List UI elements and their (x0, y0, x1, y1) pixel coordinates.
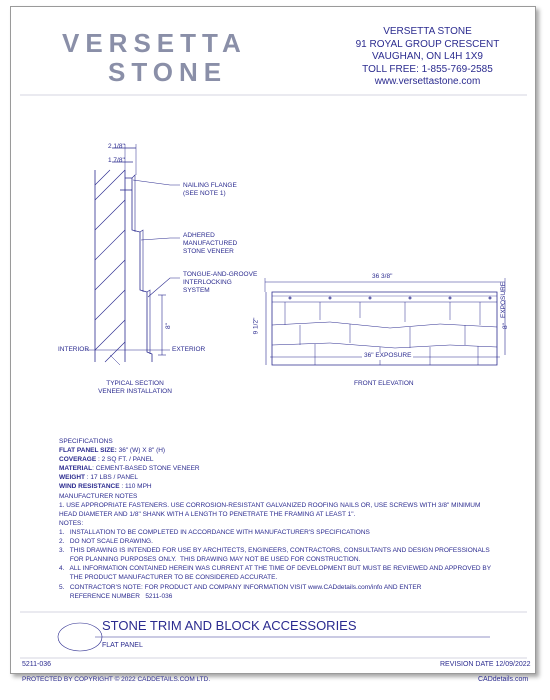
spec-value: : 110 MPH (119, 483, 152, 491)
label-interior: INTERIOR (58, 346, 90, 353)
caption-section-line-2: VENEER INSTALLATION (98, 388, 172, 395)
spec-row-coverage (59, 455, 491, 464)
callout-tongue-line-3: SYSTEM (183, 287, 210, 294)
spec-value: : CEMENT-BASED STONE VENEER (92, 465, 200, 473)
note-line: THE PRODUCT MANUFACTURER TO BE CONSIDERED ACCURATE. (59, 574, 278, 582)
notes-heading: NOTES: (59, 519, 84, 527)
company-phone: TOLL FREE: 1-855-769-2585 (362, 63, 493, 75)
copyright-notice: PROTECTED BY COPYRIGHT © 2022 CADDETAILS.COM LTD. (22, 676, 211, 683)
callout-tongue-groove (183, 271, 257, 295)
spec-row-wind (59, 482, 491, 491)
callout-veneer-line-2: MANUFACTURED (183, 240, 238, 247)
manufacturer-notes-heading: MANUFACTURER NOTES (59, 492, 138, 500)
spec-row-size (59, 446, 491, 455)
spec-key: WEIGHT (59, 474, 85, 482)
caddetails-link[interactable]: CADdetails.com (478, 676, 529, 683)
spec-value: : 17 LBS / PANEL (85, 474, 138, 482)
callout-tongue-line-2: INTERLOCKING (183, 279, 232, 286)
wall-hatch (95, 170, 125, 362)
note-line: 5. CONTRACTOR'S NOTE: FOR PRODUCT AND COMPANY INFORMATION VISIT www.CADdetails.com/info AND ENTER (59, 583, 422, 591)
company-website[interactable]: www.versettastone.com (374, 76, 481, 87)
reference-number: 5211-036 (22, 661, 52, 668)
dim-exposure-height: 8" (501, 323, 509, 329)
note-line: 3. THIS DRAWING IS INTENDED FOR USE BY ARCHITECTS, ENGINEERS, CONTRACTORS, CONSULTANTS AND DESIGN PROFESSIONALS (59, 547, 490, 555)
label-exposure-vertical: EXPOSURE (500, 281, 507, 318)
caption-section-line-1: TYPICAL SECTION (106, 380, 164, 387)
dim-section-height: 8" (164, 323, 172, 329)
spec-value: : 2 SQ FT. / PANEL (96, 456, 154, 464)
dim-panel-height: 9 1/2" (252, 317, 260, 335)
note-line: 4. ALL INFORMATION CONTAINED HEREIN WAS CURRENT AT THE TIME OF DEVELOPMENT BUT MUST BE REVIEWED AND APPROVED BY (59, 565, 492, 573)
versetta-stone-logo (62, 28, 302, 88)
callout-flange-line-2: (SEE NOTE 1) (183, 190, 226, 197)
drawing-title: STONE TRIM AND BLOCK ACCESSORIES (102, 618, 357, 633)
logo-line-1: VERSETTA (62, 28, 247, 58)
dim-outer: 2 1/8" (108, 143, 125, 150)
note-line: 1. INSTALLATION TO BE COMPLETED IN ACCORDANCE WITH MANUFACTURER'S SPECIFICATIONS (59, 528, 370, 536)
note-line: 2. DO NOT SCALE DRAWING. (59, 538, 153, 546)
drawing-subtitle: FLAT PANEL (102, 642, 143, 649)
spec-key: MATERIAL (59, 465, 93, 473)
dim-exposure-width: 36" EXPOSURE (364, 352, 412, 359)
caption-front-elevation: FRONT ELEVATION (354, 380, 414, 387)
logo-line-2: STONE (108, 57, 228, 87)
company-street: 91 ROYAL GROUP CRESCENT (355, 38, 500, 50)
dim-panel-width: 36 3/8" (372, 273, 393, 280)
label-exterior: EXTERIOR (172, 346, 206, 353)
revision-date: REVISION DATE 12/09/2022 (440, 661, 531, 668)
manufacturer-note-line-1: 1. USE APPROPRIATE FASTENERS. USE CORROSION-RESISTANT GALVANIZED ROOFING NAILS OR, USE SCREWS WITH 3/8" MINIMUM (59, 501, 481, 509)
spec-value: 36" (W) X 8" (H) (116, 447, 166, 455)
company-address-block (340, 26, 515, 89)
caption-typical-section (95, 380, 175, 396)
callout-tongue-line-1: TONGUE-AND-GROOVE (183, 271, 258, 278)
veneer-profile (125, 178, 152, 362)
company-name: VERSETTA STONE (383, 26, 472, 37)
callout-veneer-line-1: ADHERED (183, 232, 215, 239)
spec-row-weight (59, 473, 491, 482)
callout-flange-line-1: NAILING FLANGE (183, 182, 237, 189)
spec-key: COVERAGE (59, 456, 97, 464)
spec-row-material (59, 464, 491, 473)
callout-veneer-line-3: STONE VENEER (183, 248, 234, 255)
specs-heading: SPECIFICATIONS (59, 438, 113, 445)
spec-key: WIND RESISTANCE (59, 483, 120, 491)
note-line: REFERENCE NUMBER 5211-036 (59, 592, 173, 600)
spec-key: FLAT PANEL SIZE: (59, 447, 117, 455)
callout-stone-veneer (183, 232, 237, 256)
specifications-block (59, 437, 491, 601)
company-city: VAUGHAN, ON L4H 1X9 (372, 51, 483, 62)
callout-nailing-flange (183, 182, 237, 198)
note-line: FOR PLANNING PURPOSES ONLY. THIS DRAWING MAY NOT BE USED FOR CONSTRUCTION. (59, 556, 361, 564)
dim-inner: 1 7/8" (108, 157, 125, 164)
manufacturer-note-line-2: HEAD DIAMETER AND 1/8" SHANK WITH A LENGTH TO PENETRATE THE FRAMING AT LEAST 1". (59, 510, 356, 518)
